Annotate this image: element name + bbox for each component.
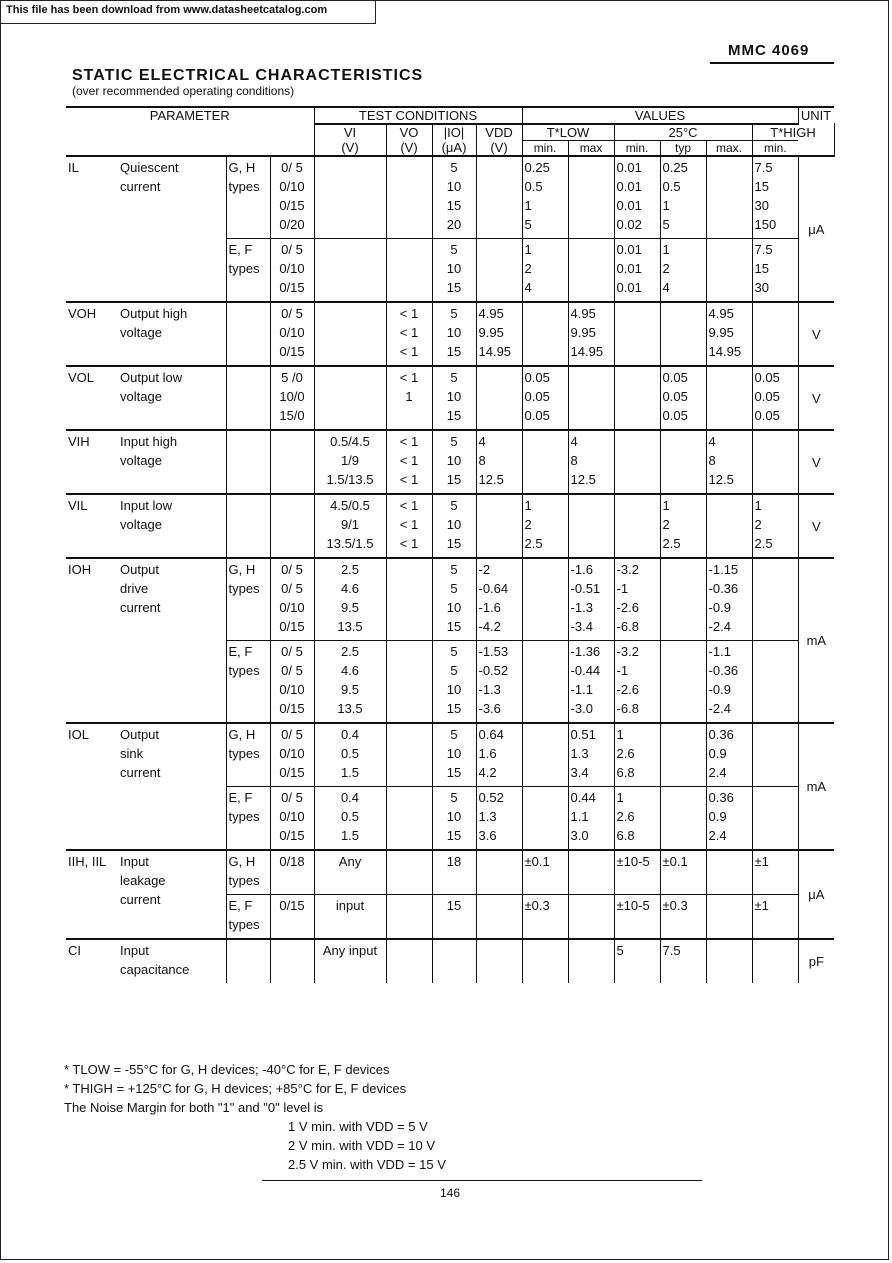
footnotes — [64, 1060, 446, 1174]
tlow-min-cell — [476, 366, 522, 430]
thigh-max-cell: 7.5 15 30 150 — [752, 156, 798, 239]
vdd-cell: 18 — [432, 850, 476, 895]
t25-min-cell — [568, 895, 614, 940]
vo-cell: Any input — [314, 939, 386, 983]
values-header: VALUES — [522, 107, 798, 124]
thigh-max-cell — [752, 430, 798, 494]
t25-max-cell — [660, 302, 706, 366]
vdd-cell: 5 5 10 15 — [432, 558, 476, 641]
vi-cell: 0/18 — [270, 850, 314, 895]
t25-min-cell: 4.95 9.95 14.95 — [568, 302, 614, 366]
device-type-cell — [226, 366, 270, 430]
top-rule — [710, 62, 834, 64]
tlow-max-cell: 1 2 4 — [522, 239, 568, 303]
t25-typ-cell: 1 2.6 6.8 — [614, 723, 660, 787]
thigh-max-cell — [752, 939, 798, 983]
unit-header: UNIT — [800, 108, 832, 123]
t25-typ-cell: 0.01 0.01 0.01 0.02 — [614, 156, 660, 239]
unit-cell: V — [811, 326, 821, 342]
symbol-cell: IIH, IIL — [68, 854, 107, 869]
t25-max-cell: 7.5 — [660, 939, 706, 983]
t25-typ-cell: 0.01 0.01 0.01 — [614, 239, 660, 303]
vdd-cell: 5 10 15 — [432, 302, 476, 366]
vdd-cell: 5 10 15 20 — [432, 156, 476, 239]
t25-header: 25°C — [614, 124, 752, 141]
t25-min-cell: 0.44 1.1 3.0 — [568, 787, 614, 851]
vi-header: VI (V) — [314, 124, 386, 156]
t25-min-cell: -1.36 -0.44 -1.1 -3.0 — [568, 641, 614, 724]
vi-cell — [270, 939, 314, 983]
t25-typ-cell: -3.2 -1 -2.6 -6.8 — [614, 558, 660, 641]
t25-max-cell: 1 2 4 — [660, 239, 706, 303]
thigh-min-cell — [706, 850, 752, 895]
footnote-noise-margin: The Noise Margin for both "1" and "0" level is — [64, 1100, 324, 1115]
thigh-min-header: min. — [752, 141, 798, 157]
tlow-max-cell — [522, 787, 568, 851]
symbol-cell: CI — [68, 943, 81, 958]
vo-cell: 0.4 0.5 1.5 — [314, 723, 386, 787]
t25-max-cell — [660, 558, 706, 641]
tlow-max-cell — [522, 302, 568, 366]
thigh-max-cell — [752, 302, 798, 366]
device-type-cell — [226, 494, 270, 558]
t25-typ-cell: ±10-5 — [614, 850, 660, 895]
symbol-cell: VIL — [68, 498, 88, 513]
tlow-min-cell: -2 -0.64 -1.6 -4.2 — [476, 558, 522, 641]
io-cell: < 1 < 1 < 1 — [386, 494, 432, 558]
thigh-max-cell — [752, 558, 798, 641]
t25-typ-header: typ — [660, 141, 706, 157]
tlow-header: T*LOW — [522, 124, 614, 141]
t25-max-cell — [660, 641, 706, 724]
t25-typ-cell — [614, 494, 660, 558]
model-number: MMC 4069 — [728, 42, 810, 59]
io-cell — [386, 239, 432, 303]
vi-cell: 5 /0 10/0 15/0 — [270, 366, 314, 430]
download-banner: This file has been download from www.datasheetcatalog.com — [0, 0, 376, 24]
parameter-name-cell: Output low voltage — [120, 370, 183, 404]
io-cell: < 1 < 1 < 1 — [386, 302, 432, 366]
t25-min-cell: 4 8 12.5 — [568, 430, 614, 494]
parameter-name-cell: Input low voltage — [120, 498, 173, 532]
vo-cell — [314, 302, 386, 366]
tlow-min-cell — [476, 156, 522, 239]
thigh-min-cell: -1.15 -0.36 -0.9 -2.4 — [706, 558, 752, 641]
t25-min-cell: 0.51 1.3 3.4 — [568, 723, 614, 787]
device-type-cell: E, F types — [226, 641, 270, 724]
vo-cell — [314, 156, 386, 239]
vdd-cell: 5 10 15 — [432, 239, 476, 303]
characteristics-table — [66, 106, 835, 983]
tlow-max-cell — [522, 939, 568, 983]
io-cell: < 1 < 1 < 1 — [386, 430, 432, 494]
tlow-min-cell: 0.64 1.6 4.2 — [476, 723, 522, 787]
tlow-max-cell — [522, 723, 568, 787]
vi-cell: 0/ 5 0/10 0/15 0/20 — [270, 156, 314, 239]
vdd-cell — [432, 939, 476, 983]
vo-cell: 2.5 4.6 9.5 13.5 — [314, 558, 386, 641]
io-header: |IO| (μA) — [432, 124, 476, 156]
vo-cell: 4.5/0.5 9/1 13.5/1.5 — [314, 494, 386, 558]
t25-min-cell — [568, 156, 614, 239]
noise-margin-10v: 2 V min. with VDD = 10 V — [288, 1138, 436, 1153]
thigh-max-cell — [752, 641, 798, 724]
tlow-max-cell: ±0.3 — [522, 895, 568, 940]
parameter-name-cell: Input leakage current — [120, 854, 166, 907]
symbol-cell: IL — [68, 160, 79, 175]
table-row — [66, 302, 834, 366]
tlow-max-cell: 0.05 0.05 0.05 — [522, 366, 568, 430]
unit-cell: mA — [806, 779, 827, 794]
device-type-cell: G, H types — [226, 156, 270, 239]
symbol-cell: VOL — [68, 370, 95, 385]
device-type-cell: G, H types — [226, 723, 270, 787]
t25-max-cell: 1 2 2.5 — [660, 494, 706, 558]
vi-cell: 0/ 5 0/10 0/15 — [270, 787, 314, 851]
tlow-max-cell — [522, 558, 568, 641]
t25-min-cell — [568, 939, 614, 983]
thigh-min-cell — [706, 939, 752, 983]
tlow-min-cell: 0.52 1.3 3.6 — [476, 787, 522, 851]
vi-cell: 0/ 5 0/ 5 0/10 0/15 — [270, 558, 314, 641]
t25-typ-cell — [614, 430, 660, 494]
io-cell — [386, 939, 432, 983]
thigh-max-cell: 0.05 0.05 0.05 — [752, 366, 798, 430]
tlow-min-cell: 4 8 12.5 — [476, 430, 522, 494]
unit-cell: V — [811, 390, 821, 406]
table-row — [66, 494, 834, 558]
parameter-name-cell: Output drive current — [120, 562, 161, 615]
t25-min-header: min. — [614, 141, 660, 157]
thigh-min-cell — [706, 895, 752, 940]
tlow-min-cell: -1.53 -0.52 -1.3 -3.6 — [476, 641, 522, 724]
table-row — [66, 939, 834, 983]
thigh-max-cell: 1 2 2.5 — [752, 494, 798, 558]
t25-min-cell: -1.6 -0.51 -1.3 -3.4 — [568, 558, 614, 641]
vi-cell: 0/ 5 0/10 0/15 — [270, 239, 314, 303]
device-type-cell — [226, 939, 270, 983]
vdd-cell: 5 5 10 15 — [432, 641, 476, 724]
page-number: 146 — [440, 1186, 461, 1200]
tlow-max-header: max — [568, 141, 614, 157]
vdd-cell: 5 10 15 — [432, 723, 476, 787]
thigh-max-cell: ±1 — [752, 850, 798, 895]
device-type-cell — [226, 430, 270, 494]
io-cell — [386, 156, 432, 239]
parameter-name-cell: Output sink current — [120, 727, 161, 780]
t25-max-cell: 0.25 0.5 1 5 — [660, 156, 706, 239]
vdd-cell: 5 10 15 — [432, 366, 476, 430]
unit-cell: μA — [808, 887, 825, 902]
footnote-tlow: * TLOW = -55°C for G, H devices; -40°C for E, F devices — [64, 1062, 390, 1077]
vo-cell: 0.4 0.5 1.5 — [314, 787, 386, 851]
table-row — [66, 430, 834, 494]
device-type-cell: G, H types — [226, 558, 270, 641]
t25-min-cell — [568, 494, 614, 558]
vdd-cell: 5 10 15 — [432, 430, 476, 494]
thigh-min-cell — [706, 366, 752, 430]
device-type-cell — [226, 302, 270, 366]
vi-cell — [270, 494, 314, 558]
parameter-name-cell: Input capacitance — [120, 943, 190, 977]
t25-max-cell: 0.05 0.05 0.05 — [660, 366, 706, 430]
t25-max-cell: ±0.1 — [660, 850, 706, 895]
symbol-cell: IOL — [68, 727, 89, 742]
tlow-min-cell: 4.95 9.95 14.95 — [476, 302, 522, 366]
io-cell — [386, 641, 432, 724]
parameter-header: PARAMETER — [149, 108, 230, 123]
vdd-cell: 5 10 15 — [432, 787, 476, 851]
thigh-min-cell: 4 8 12.5 — [706, 430, 752, 494]
noise-margin-15v: 2.5 V min. with VDD = 15 V — [288, 1157, 446, 1172]
section-title: STATIC ELECTRICAL CHARACTERISTICS — [72, 67, 424, 84]
tlow-min-cell — [476, 895, 522, 940]
vo-cell: 0.5/4.5 1/9 1.5/13.5 — [314, 430, 386, 494]
thigh-min-cell: 4.95 9.95 14.95 — [706, 302, 752, 366]
vo-cell: input — [314, 895, 386, 940]
device-type-cell: E, F types — [226, 895, 270, 940]
parameter-name-cell: Input high voltage — [120, 434, 178, 468]
vdd-cell: 15 — [432, 895, 476, 940]
thigh-min-cell: 0.36 0.9 2.4 — [706, 787, 752, 851]
bottom-rule — [262, 1180, 702, 1181]
vdd-header: VDD (V) — [476, 124, 522, 156]
section-subtitle: (over recommended operating conditions) — [72, 84, 295, 98]
thigh-min-cell — [706, 239, 752, 303]
io-cell — [386, 850, 432, 895]
unit-cell: V — [811, 454, 821, 470]
symbol-cell: IOH — [68, 562, 92, 577]
table-row — [66, 723, 834, 787]
table-row — [66, 156, 834, 239]
tlow-min-cell — [476, 850, 522, 895]
t25-typ-cell: 5 — [614, 939, 660, 983]
tlow-min-header: min. — [522, 141, 568, 157]
io-cell — [386, 787, 432, 851]
tlow-max-cell: ±0.1 — [522, 850, 568, 895]
t25-typ-cell: ±10-5 — [614, 895, 660, 940]
t25-typ-cell — [614, 366, 660, 430]
vo-cell — [314, 366, 386, 430]
t25-max-cell — [660, 723, 706, 787]
io-cell — [386, 895, 432, 940]
table-row — [66, 558, 834, 641]
t25-max-cell — [660, 787, 706, 851]
t25-typ-cell — [614, 302, 660, 366]
t25-max-cell: ±0.3 — [660, 895, 706, 940]
vi-cell: 0/ 5 0/10 0/15 — [270, 302, 314, 366]
unit-cell: V — [811, 518, 821, 534]
t25-min-cell — [568, 239, 614, 303]
thigh-max-cell — [752, 787, 798, 851]
t25-typ-cell: -3.2 -1 -2.6 -6.8 — [614, 641, 660, 724]
symbol-cell: VIH — [68, 434, 90, 449]
io-cell: < 1 1 — [386, 366, 432, 430]
thigh-max-cell: 7.5 15 30 — [752, 239, 798, 303]
vi-cell: 0/ 5 0/ 5 0/10 0/15 — [270, 641, 314, 724]
device-type-cell: E, F types — [226, 239, 270, 303]
t25-min-cell — [568, 850, 614, 895]
unit-cell: pF — [808, 954, 824, 969]
parameter-name-cell: Output high voltage — [120, 306, 188, 340]
vi-cell: 0/15 — [270, 895, 314, 940]
footnote-thigh: * THIGH = +125°C for G, H devices; +85°C for E, F devices — [64, 1081, 407, 1096]
device-type-cell: G, H types — [226, 850, 270, 895]
table-row — [66, 366, 834, 430]
unit-cell: μA — [808, 221, 825, 237]
t25-typ-cell: 1 2.6 6.8 — [614, 787, 660, 851]
unit-cell: mA — [806, 633, 827, 648]
io-cell — [386, 558, 432, 641]
vo-cell: 2.5 4.6 9.5 13.5 — [314, 641, 386, 724]
t25-max-header: max. — [706, 141, 752, 157]
table-body — [66, 156, 834, 983]
vi-cell — [270, 430, 314, 494]
thigh-min-cell — [706, 156, 752, 239]
thigh-min-cell: 0.36 0.9 2.4 — [706, 723, 752, 787]
symbol-cell: VOH — [68, 306, 97, 321]
thigh-max-cell: ±1 — [752, 895, 798, 940]
vo-cell: Any — [314, 850, 386, 895]
thigh-min-cell: -1.1 -0.36 -0.9 -2.4 — [706, 641, 752, 724]
test-conditions-header: TEST CONDITIONS — [314, 107, 522, 124]
vo-header: VO (V) — [386, 124, 432, 156]
device-type-cell: E, F types — [226, 787, 270, 851]
tlow-max-cell: 1 2 2.5 — [522, 494, 568, 558]
tlow-min-cell — [476, 239, 522, 303]
tlow-min-cell — [476, 494, 522, 558]
tlow-max-cell — [522, 430, 568, 494]
noise-margin-5v: 1 V min. with VDD = 5 V — [288, 1119, 428, 1134]
vdd-cell: 5 10 15 — [432, 494, 476, 558]
vo-cell — [314, 239, 386, 303]
thigh-header: T*HIGH — [752, 124, 834, 141]
t25-min-cell — [568, 366, 614, 430]
tlow-max-cell — [522, 641, 568, 724]
thigh-min-cell — [706, 494, 752, 558]
io-cell — [386, 723, 432, 787]
tlow-max-cell: 0.25 0.5 1 5 — [522, 156, 568, 239]
tlow-min-cell — [476, 939, 522, 983]
table-row — [66, 850, 834, 895]
thigh-max-cell — [752, 723, 798, 787]
t25-max-cell — [660, 430, 706, 494]
vi-cell: 0/ 5 0/10 0/15 — [270, 723, 314, 787]
parameter-name-cell: Quiescent current — [120, 160, 179, 194]
